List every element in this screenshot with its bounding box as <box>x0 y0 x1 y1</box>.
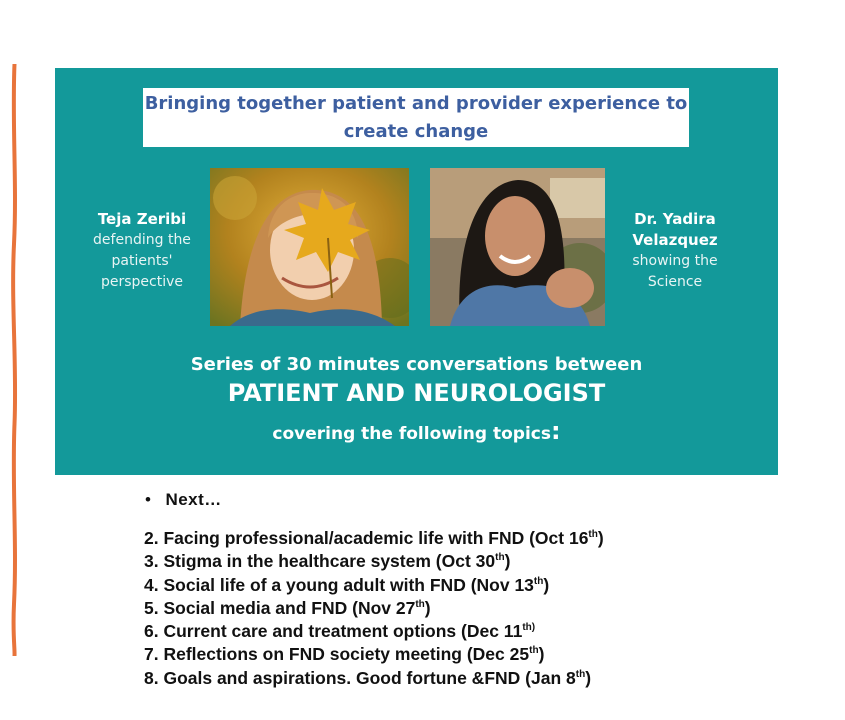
topic-item: 3. Stigma in the healthcare system (Oct 30th) <box>144 551 511 572</box>
neurologist-name-1: Dr. Yadira <box>634 210 716 228</box>
teal-banner <box>55 68 778 475</box>
series-line-3-text: covering the following topics <box>272 424 551 444</box>
patient-caption <box>67 209 217 293</box>
neurologist-role-1: showing the <box>632 253 718 269</box>
series-line-3 <box>55 417 778 445</box>
patient-photo <box>210 168 409 326</box>
headline-box <box>143 88 689 147</box>
neurologist-name-2: Velazquez <box>632 231 718 249</box>
headline-line-1: Bringing together patient and provider experience to <box>144 93 688 114</box>
topic-item: 8. Goals and aspirations. Good fortune &FND (Jan 8th) <box>144 667 592 688</box>
topic-item: 6. Current care and treatment options (Dec $11^{th)}$ <box>144 621 536 642</box>
neurologist-caption <box>600 209 750 293</box>
next-label: Next… <box>165 490 222 509</box>
neurologist-photo <box>430 168 605 326</box>
topic-item: 7. Reflections on FND society meeting (Dec 25th) <box>144 644 545 665</box>
patient-role-3: perspective <box>100 274 184 290</box>
topic-item: 2. Facing professional/academic life with FND (Oct 16th) <box>144 528 604 548</box>
bullet-icon: • <box>145 490 152 509</box>
patient-role-2: patients' <box>111 253 173 269</box>
patient-role-1: defending the <box>93 232 191 248</box>
neurologist-role-2: Science <box>647 274 703 290</box>
topic-item: 4. Social life of a young adult with FND (Nov 13th) <box>144 574 550 595</box>
decorative-orange-line <box>11 64 18 656</box>
series-colon: : <box>550 417 561 445</box>
patient-name: Teja Zeribi <box>97 210 187 228</box>
headline-line-2: create change <box>343 121 489 142</box>
topic-item: 5. Social media and FND (Nov 27th) <box>144 597 431 618</box>
next-heading <box>145 490 222 510</box>
topic-list <box>144 527 604 690</box>
series-line-1: Series of 30 minutes conversations between <box>190 354 643 375</box>
series-line-2: PATIENT AND NEUROLOGIST <box>227 379 606 407</box>
